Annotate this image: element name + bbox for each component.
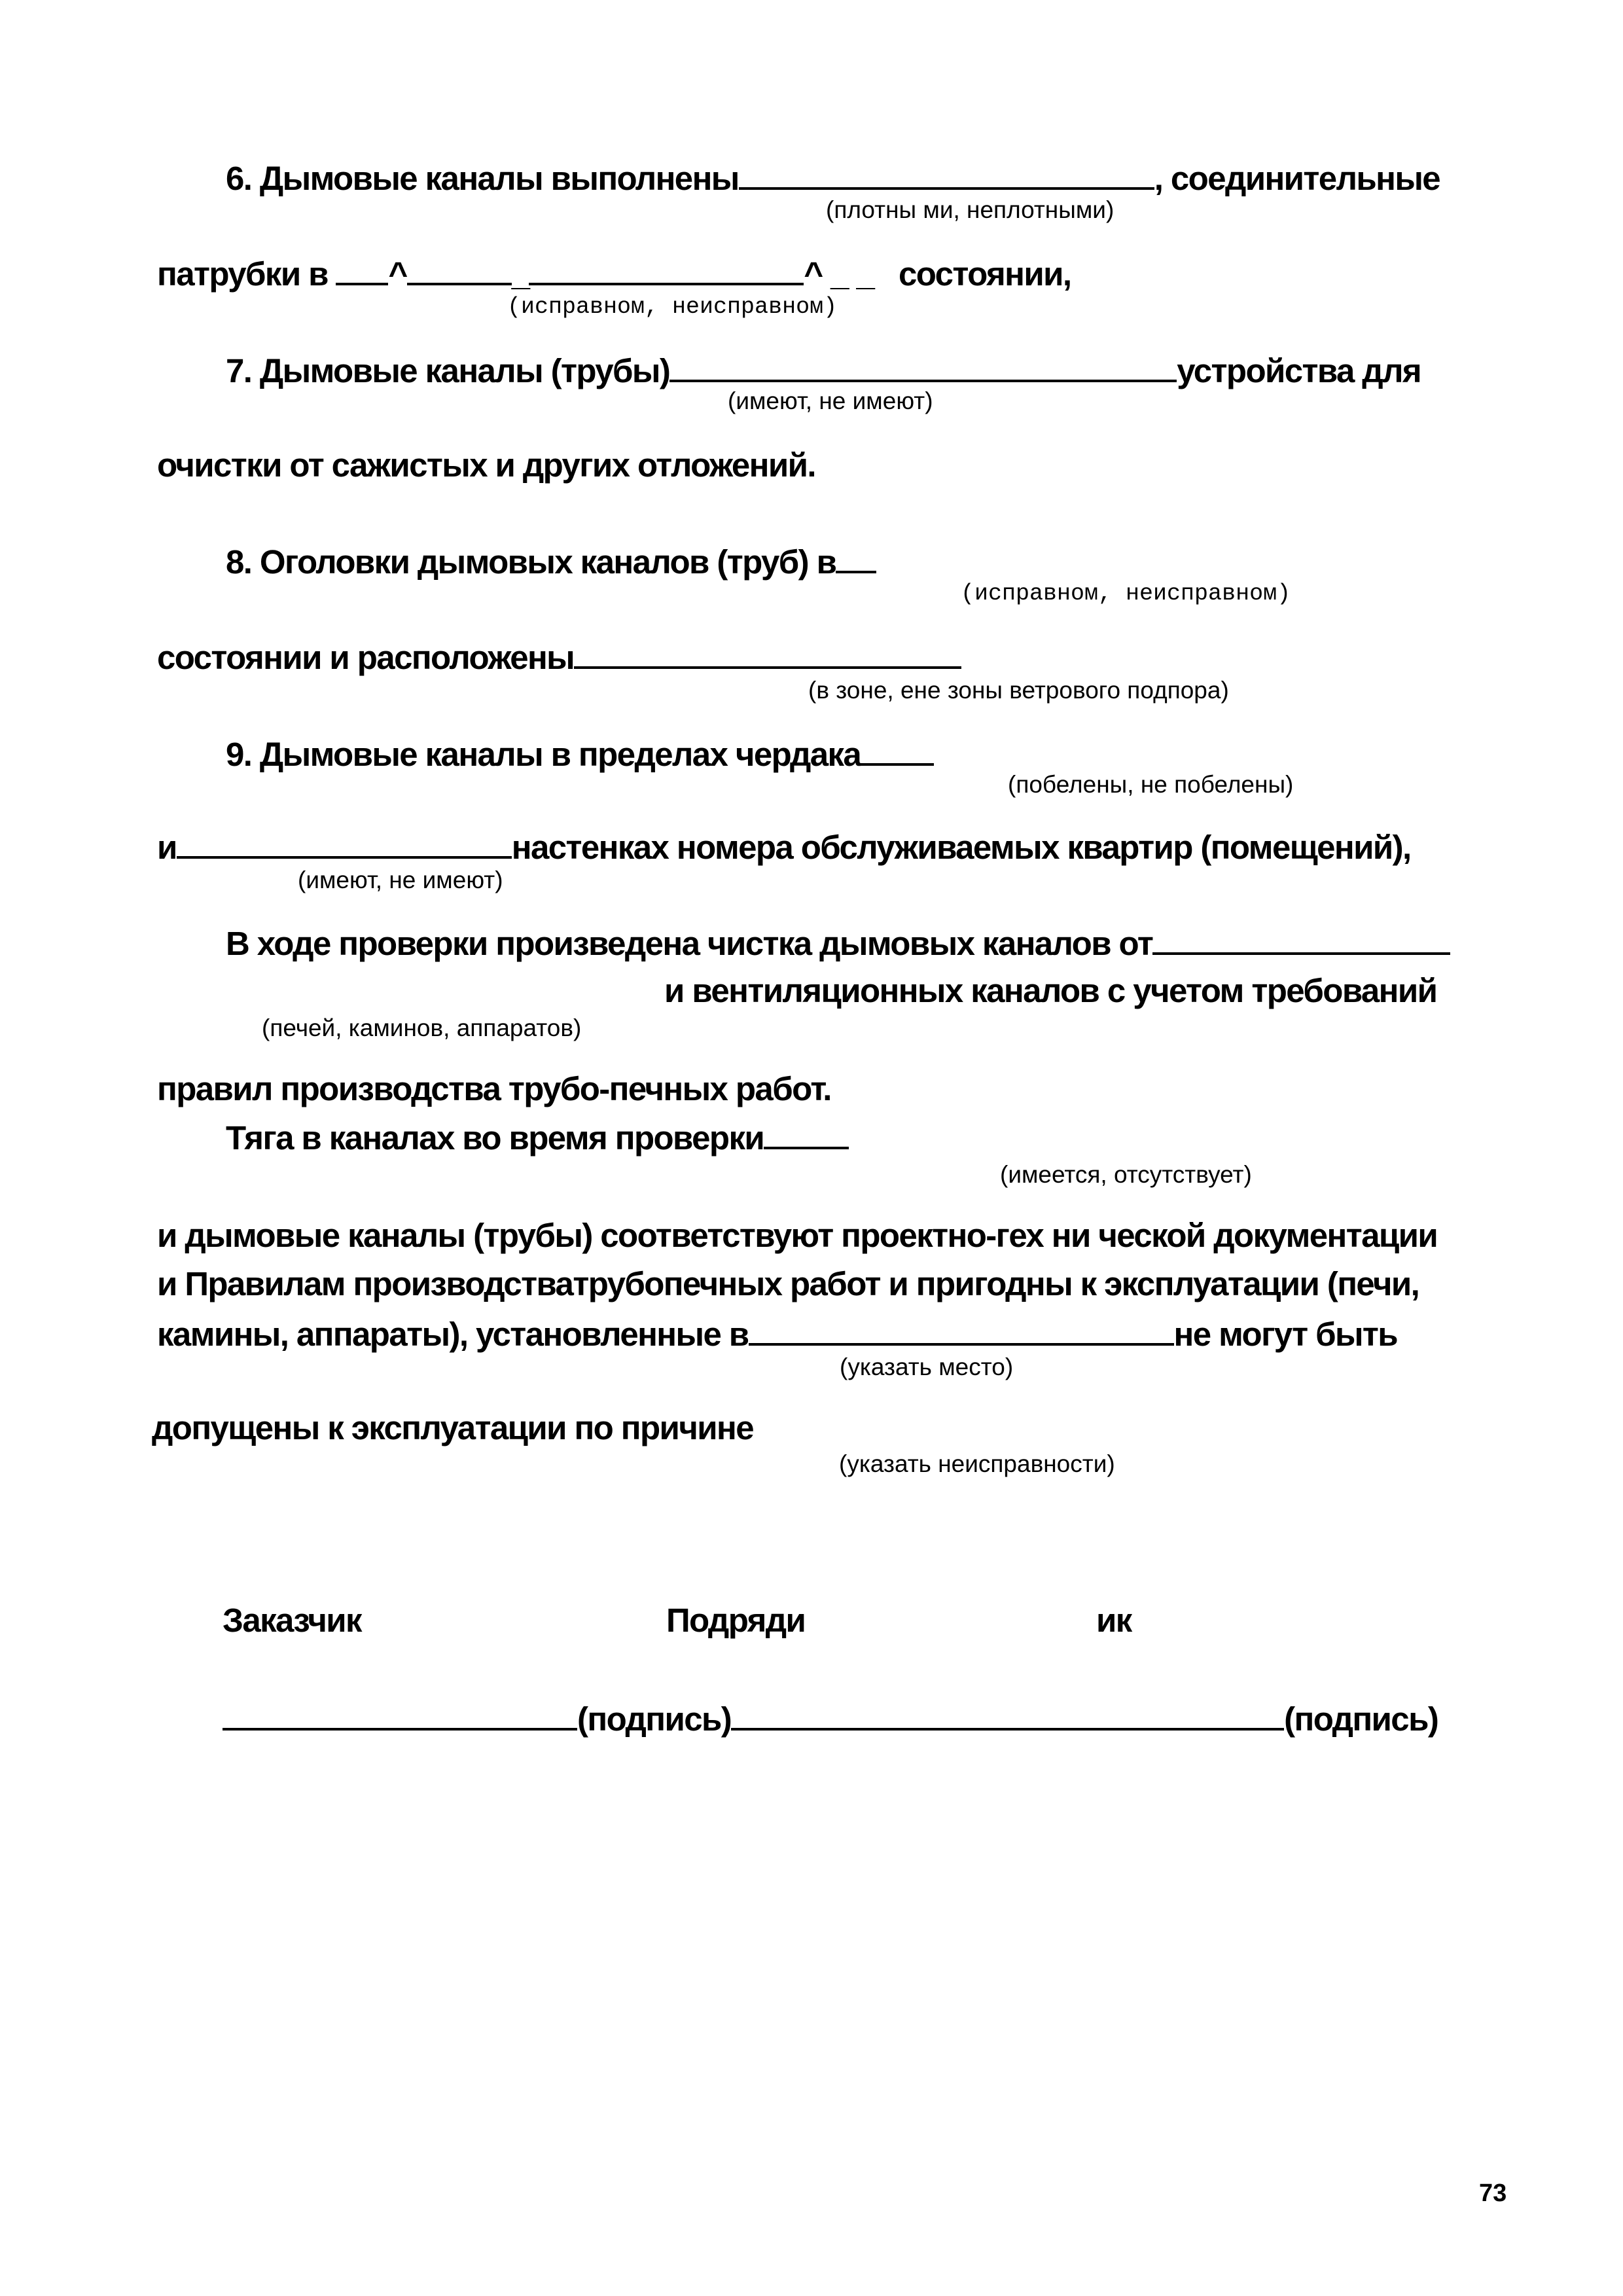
item6-line1 [226,160,1440,195]
item9-blank-numbers[interactable] [177,829,512,859]
item8-hint1: (исправном, неисправном) [961,581,1291,607]
item6-line2-caret1: ^ [388,255,407,293]
item8-text-start: 8. Оголовки дымовых каналов (труб) в [226,543,836,581]
item9-line1 [226,736,934,771]
item9-hint1: (побелены, не побелены) [1008,771,1294,798]
conclusion-text-installed: камины, аппараты), установленные в [157,1316,749,1353]
item6-line2 [157,255,1071,291]
item8-line1 [226,543,876,579]
customer-signature-label: (подпись) [577,1700,732,1738]
draft-line [226,1119,849,1155]
contractor-signature-blank[interactable] [731,1700,1284,1731]
item6-hint2: (исправном, неисправном) [507,294,838,320]
item8-line2 [157,639,961,674]
item9-text-and: и [157,829,177,866]
draft-blank[interactable] [764,1119,849,1149]
item9-blank-whitewash[interactable] [861,736,934,766]
item7-blank-devices[interactable] [669,352,1177,382]
item7-text-end: устройства для [1177,352,1421,389]
item6-line2-start: патрубки в [157,255,336,293]
draft-hint: (имеется, отсутствует) [1000,1161,1252,1188]
item8-blank-headers[interactable] [836,543,876,573]
contractor-label: Подряди [666,1602,806,1639]
item7-line2: очистки от сажистых и других отложений. [157,446,815,484]
item6-blank-fittings-2[interactable] [407,255,512,285]
conclusion-hint1: (указать место) [840,1354,1014,1380]
item8-blank-location[interactable] [574,639,961,669]
cleaning-hint: (печей, каминов, аппаратов) [262,1014,582,1041]
customer-signature-blank[interactable] [223,1700,577,1731]
item9-line2 [157,829,1411,864]
cleaning-line1 [226,925,1450,960]
item8-hint2: (в зоне, ене зоны ветрового подпора) [808,677,1229,704]
item6-blank-density[interactable] [739,160,1154,190]
conclusion-line3 [157,1316,1397,1351]
item9-hint2: (имеют, не имеют) [298,867,503,893]
item8-text-location: состоянии и расположены [157,639,575,676]
cleaning-line2: и вентиляционных каналов с учетом требований [664,972,1437,1009]
signature-line [223,1700,1438,1736]
item7-hint: (имеют, не имеют) [728,387,933,414]
customer-label: Заказчик [223,1602,361,1639]
item6-hint1: (плотны ми, неплотными) [826,196,1115,223]
contractor-signature-label: (подпись) [1284,1700,1438,1738]
item6-blank-fittings-1[interactable] [336,255,388,285]
item6-line2-end: состоянии, [899,255,1071,293]
conclusion-blank-place[interactable] [749,1316,1174,1346]
conclusion-text-cannot: не могут быть [1173,1316,1398,1353]
item6-line2-mark: _ [511,255,529,293]
conclusion-line4: допущены к эксплуатации по причине [152,1409,754,1446]
conclusion-hint2: (указать неисправности) [839,1450,1115,1477]
draft-text: Тяга в каналах во время проверки [226,1119,764,1157]
item6-text-end: , соединительные [1154,160,1440,197]
conclusion-line1: и дымовые каналы (трубы) соответствуют проектно-гех ни ческой документации [157,1217,1438,1254]
item6-text-start: 6. Дымовые каналы выполнены [226,160,739,197]
conclusion-line2: и Правилам производстватрубопечных работ и пригодны к эксплуатации (печи, [157,1265,1419,1302]
contractor-label-end: ик [1096,1602,1132,1639]
item6-blank-fittings-3[interactable] [529,255,804,285]
item9-text-end: настенках номера обслуживаемых квартир (помещений), [511,829,1411,866]
item7-line1 [226,352,1421,387]
item6-line2-caret2: ^ _ _ [804,255,874,293]
cleaning-line3: правил производства трубо-печных работ. [157,1070,831,1107]
cleaning-blank-from[interactable] [1152,925,1450,955]
item9-text-start: 9. Дымовые каналы в пределах чердака [226,736,861,773]
cleaning-text-start: В ходе проверки произведена чистка дымовых каналов от [226,925,1153,962]
item7-text-start: 7. Дымовые каналы (трубы) [226,352,670,389]
page-number: 73 [1479,2179,1507,2207]
